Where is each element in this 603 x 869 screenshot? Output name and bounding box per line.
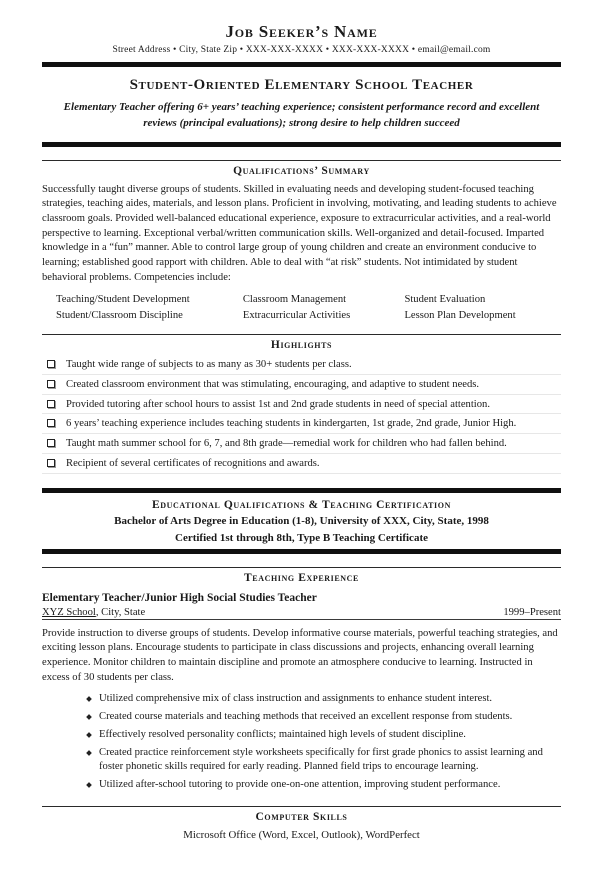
experience-bullet-text: Created practice reinforcement style worksheets specifically for first grade phonics to assist learning and foster phonetic skills required for early reading. Planned field trips to encourage learning. — [99, 747, 543, 773]
tagline: Elementary Teacher offering 6+ years’ teaching experience; consistent performance record and excellent reviews (principal evaluations); strong desire to help children succeed — [63, 101, 540, 129]
section-heading-experience: Teaching Experience — [42, 567, 561, 584]
diamond-bullet-icon — [86, 714, 92, 720]
divider-education-top — [42, 488, 561, 493]
competency-item: Teaching/Student Development — [56, 294, 190, 306]
highlight-text: Provided tutoring after school hours to assist 1st and 2nd grade students in need of special attention. — [66, 398, 490, 410]
checkbox-bullet-icon — [47, 459, 55, 467]
divider-education-bottom — [42, 549, 561, 554]
experience-bullet-text: Effectively resolved personality conflicts; maintained high levels of student discipline. — [99, 729, 466, 741]
highlight-item — [42, 416, 561, 434]
job-title: Elementary Teacher/Junior High Social Studies Teacher — [42, 591, 317, 604]
experience-bullet-text: Utilized comprehensive mix of class instruction and assignments to enhance student interest. — [99, 693, 493, 705]
divider-top — [42, 62, 561, 67]
competency-item: Classroom Management — [242, 294, 347, 306]
diamond-bullet-icon — [86, 782, 92, 788]
competency-item: Student Evaluation — [404, 294, 486, 306]
person-name: Job Seeker’s Name — [225, 22, 378, 41]
resume-title: Student-Oriented Elementary School Teacher — [129, 77, 474, 93]
diamond-bullet-icon — [86, 696, 92, 702]
qualifications-section — [42, 160, 561, 321]
checkbox-bullet-icon — [47, 439, 55, 447]
education-section — [42, 488, 561, 554]
diamond-bullet-icon — [86, 750, 92, 756]
highlight-text: Created classroom environment that was stimulating, encouraging, and adaptive to student needs. — [66, 378, 480, 390]
section-heading-education: Educational Qualifications & Teaching Certification — [152, 498, 451, 511]
experience-bullet — [84, 691, 561, 707]
certification-line: Certified 1st through 8th, Type B Teaching Certificate — [175, 531, 428, 544]
computer-skills-text: Microsoft Office (Word, Excel, Outlook), WordPerfect — [183, 828, 420, 841]
experience-bullet-text: Created course materials and teaching methods that received an excellent response from students. — [99, 711, 513, 723]
checkbox-bullet-icon — [47, 419, 55, 427]
employer-location — [42, 607, 145, 618]
competencies-grid — [42, 294, 561, 321]
experience-description: Provide instruction to diverse groups of students. Develop informative course materials, powerful teaching strategies, and exciting lesson plans. Encourage students to participate in class discussions and projects, enhancing overall learning experience. Monitor children to maintain discipline and promote an atmosphere conducive to learning. Instructed in excess of 30 students per class. — [42, 627, 558, 683]
experience-bullet — [84, 745, 561, 775]
highlight-text: Taught wide range of subjects to as many as 30+ students per class. — [66, 359, 352, 371]
highlight-item — [42, 357, 561, 375]
highlights-section — [42, 334, 561, 474]
highlight-text: Taught math summer school for 6, 7, and 8th grade—remedial work for children who had fallen behind. — [66, 438, 507, 450]
employer-city-state: , City, State — [95, 606, 146, 618]
highlight-text: 6 years’ teaching experience includes teaching students in kindergarten, 1st grade, 2nd grade, Junior High. — [66, 418, 517, 430]
section-heading-highlights: Highlights — [42, 334, 561, 351]
experience-bullet — [84, 727, 561, 743]
checkbox-bullet-icon — [47, 400, 55, 408]
title-block — [42, 77, 561, 132]
checkbox-bullet-icon — [47, 360, 55, 368]
competency-item: Extracurricular Activities — [242, 310, 351, 322]
employer-name: XYZ School — [42, 606, 96, 618]
section-heading-computer-skills: Computer Skills — [42, 806, 561, 823]
employment-dates: 1999–Present — [503, 606, 561, 618]
competency-item: Lesson Plan Development — [404, 310, 516, 322]
diamond-bullet-icon — [86, 732, 92, 738]
highlight-text: Recipient of several certificates of recognitions and awards. — [66, 457, 320, 469]
highlight-item — [42, 377, 561, 395]
experience-bullet — [84, 777, 561, 793]
highlight-item — [42, 456, 561, 474]
employer-line — [42, 607, 561, 620]
resume-header — [42, 22, 561, 55]
section-heading-qualifications: Qualifications’ Summary — [42, 160, 561, 177]
experience-bullet-list — [84, 691, 561, 793]
highlights-list — [42, 357, 561, 474]
highlight-item — [42, 436, 561, 454]
divider-title — [42, 142, 561, 147]
contact-line: Street Address • City, State Zip • XXX-XXX-XXXX • XXX-XXX-XXXX • email@email.com — [112, 45, 491, 55]
experience-bullet-text: Utilized after-school tutoring to provide one-on-one attention, improving student performance. — [99, 779, 501, 791]
qualifications-summary-text: Successfully taught diverse groups of students. Skilled in evaluating needs and developing student-focused teaching strategies, teaching aides, materials, and lesson plans. Proficient in involving, motivating, and leading students to achieve classroom goals. Provided well-balanced educational experience, exposure to extracurricular activities, and a real-world perspective to learning. Exceptional verbal/written communication skills. Well-organized and detail-focused. Imparted knowledge in a “fun” manner. Able to control large group of young children and create an environment conducive to learning; established good rapport with children. Able to deal with “at risk” students. Not intimidated by student behavioral problems. Competencies include: — [42, 183, 557, 283]
highlight-item — [42, 397, 561, 415]
competency-item: Student/Classroom Discipline — [56, 310, 183, 322]
experience-section — [42, 567, 561, 793]
experience-bullet — [84, 709, 561, 725]
degree-line: Bachelor of Arts Degree in Education (1-8), University of XXX, City, State, 1998 — [114, 514, 489, 527]
computer-skills-section — [42, 806, 561, 841]
checkbox-bullet-icon — [47, 380, 55, 388]
